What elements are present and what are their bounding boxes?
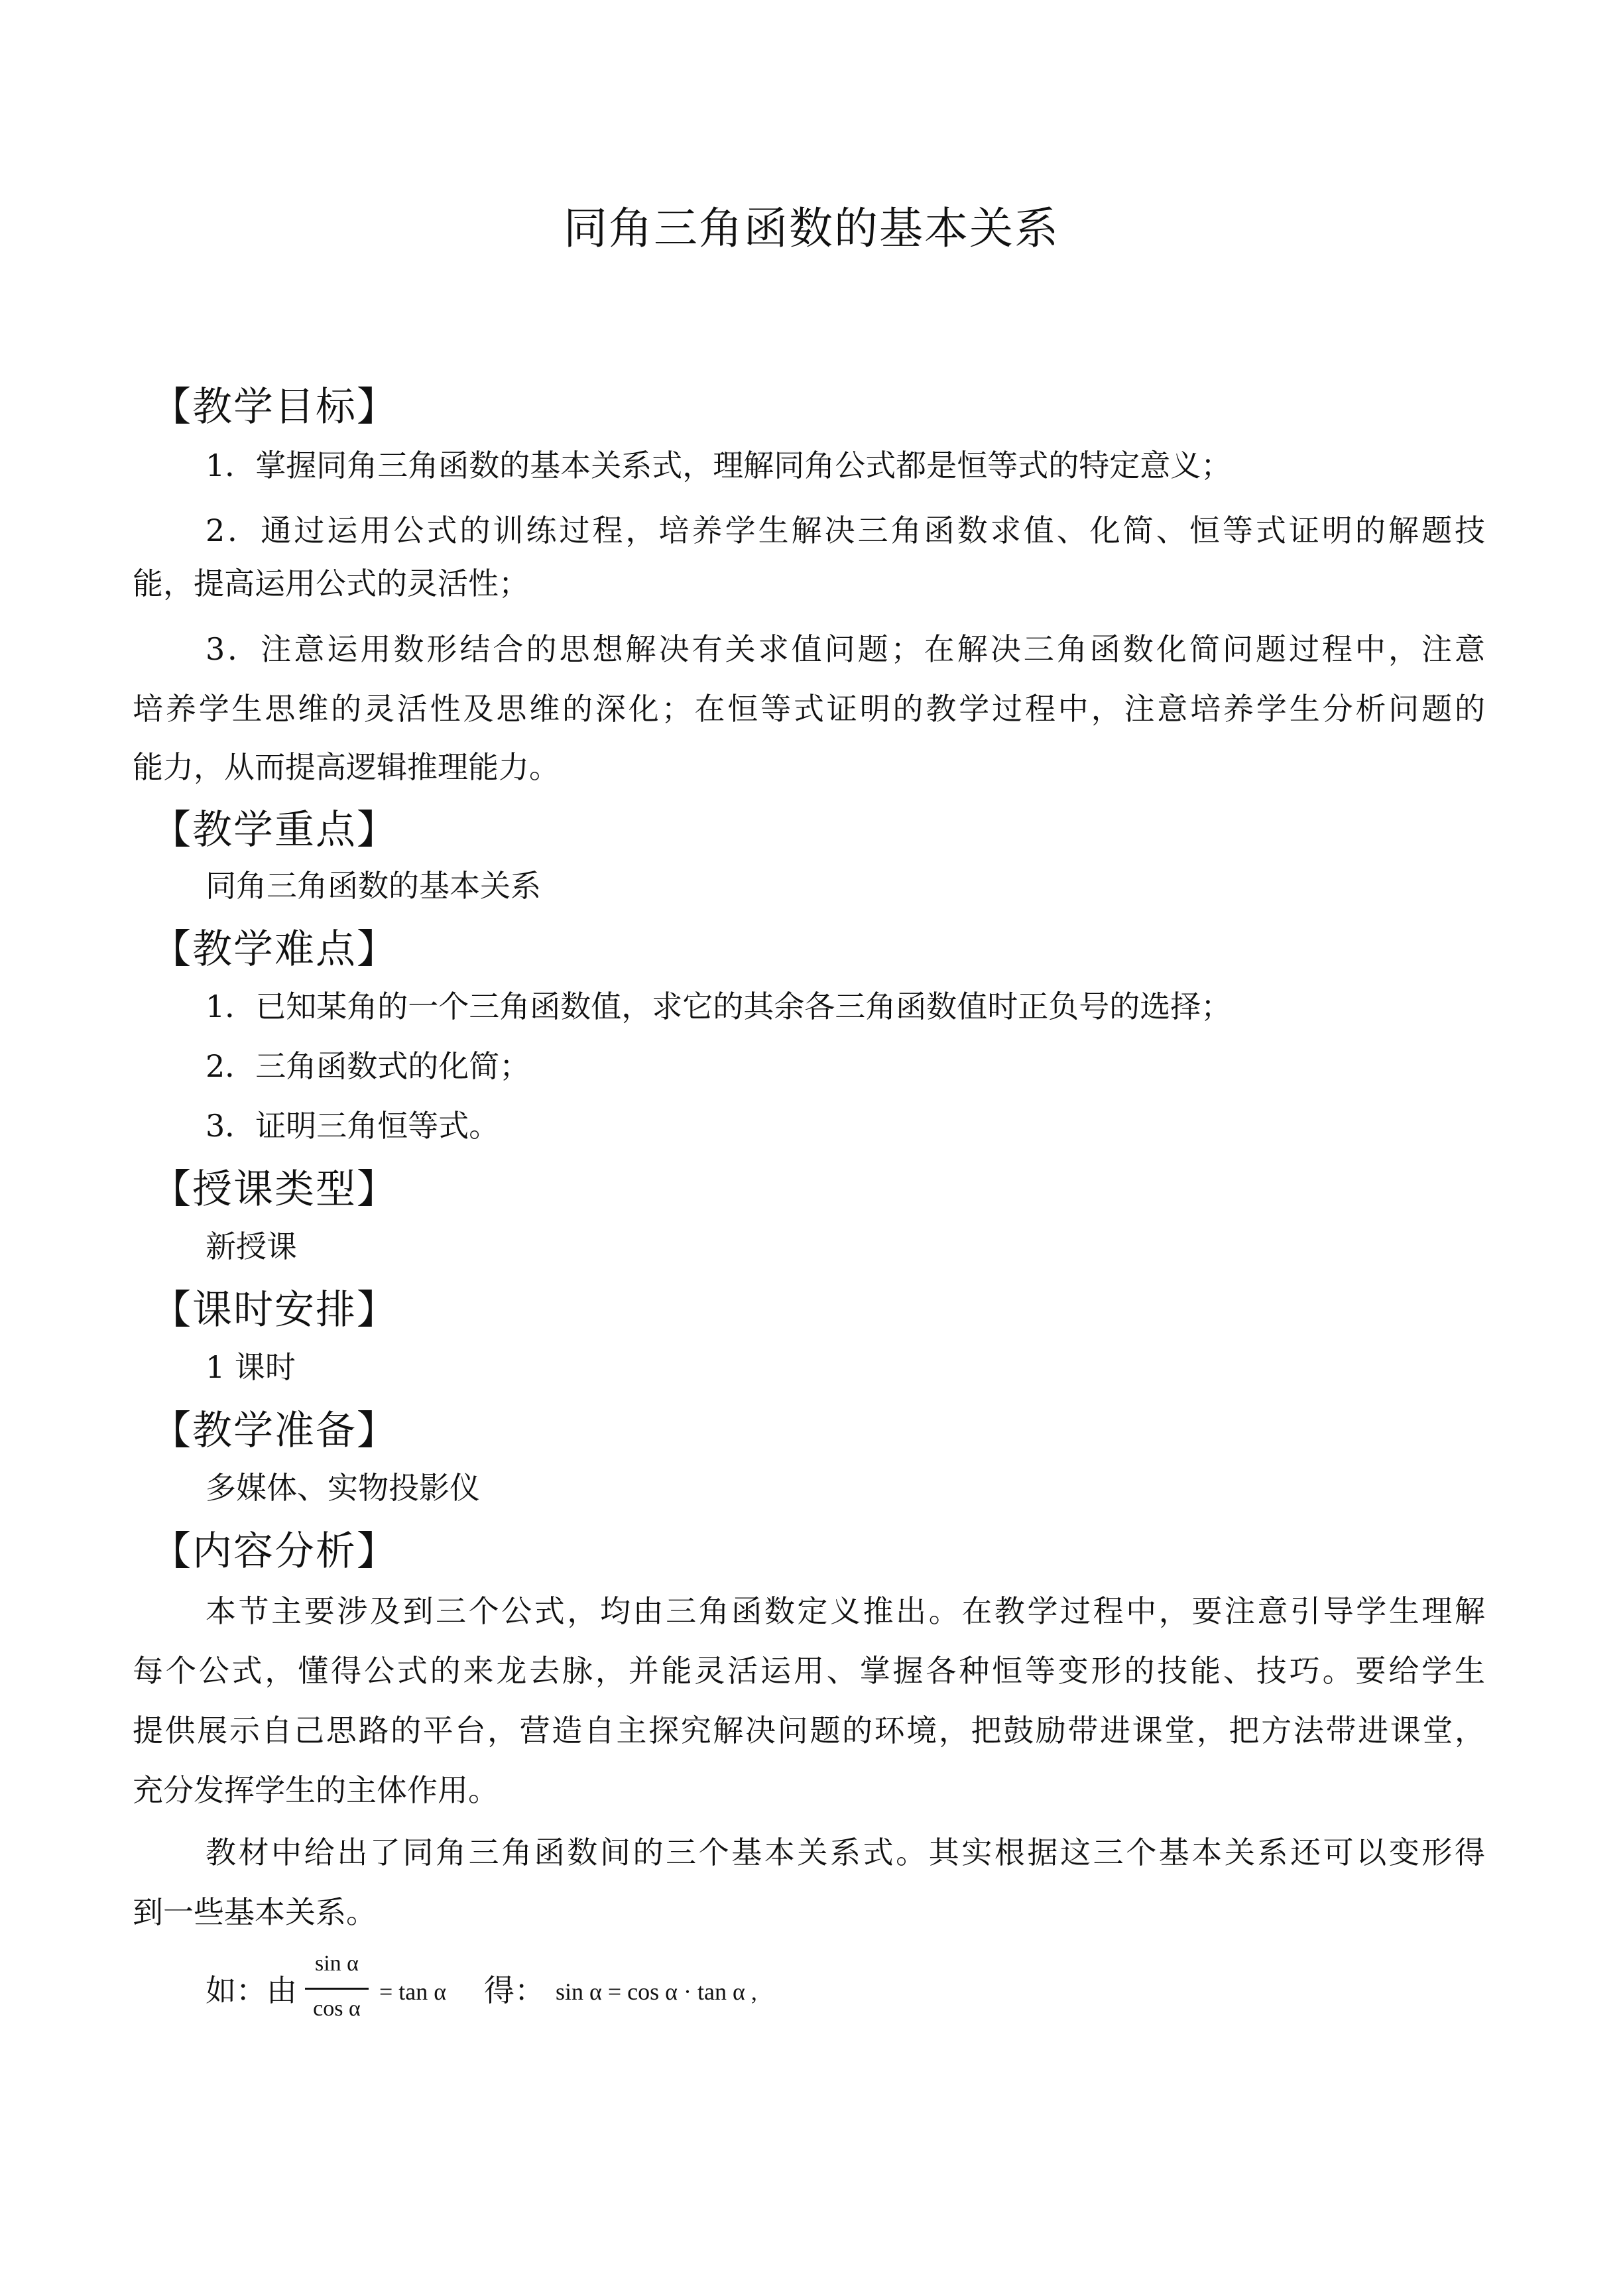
heading-schedule: 【课时安排】	[151, 1287, 398, 1333]
heading-lesson-type: 【授课类型】	[151, 1166, 398, 1213]
formula-prefix: 如：由	[206, 1972, 297, 2008]
formula-result: sin α = cos α · tan α ,	[556, 1978, 757, 2005]
document-title: 同角三角函数的基本关系	[564, 203, 1059, 254]
analysis-p1-line-2: 每个公式，懂得公式的来龙去脉，并能灵活运用、掌握各种恒等变形的技能、技巧。要给学生	[133, 1653, 1485, 1689]
analysis-p2-line-1: 教材中给出了同角三角函数间的三个基本关系式。其实根据这三个基本关系还可以变形得	[206, 1835, 1485, 1870]
analysis-p1-line-3: 提供展示自己思路的平台，营造自主探究解决问题的环境，把鼓励带进课堂，把方法带进课堂，	[133, 1713, 1485, 1748]
analysis-p2-line-2: 到一些基本关系。	[133, 1894, 377, 1930]
objective-item-1: 1．掌握同角三角函数的基本关系式，理解同角公式都是恒等式的特定意义；	[206, 448, 1232, 483]
objective-item-3-line-1: 3．注意运用数形结合的思想解决有关求值问题；在解决三角函数化简问题过程中，注意	[206, 631, 1485, 667]
analysis-p1-line-4: 充分发挥学生的主体作用。	[133, 1772, 499, 1808]
difficulty-item-1: 1．已知某角的一个三角函数值，求它的其余各三角函数值时正负号的选择；	[206, 989, 1232, 1024]
preparation-text: 多媒体、实物投影仪	[206, 1470, 480, 1506]
difficulty-item-2: 2．三角函数式的化简；	[206, 1048, 530, 1084]
objective-item-3-line-2: 培养学生思维的灵活性及思维的深化；在恒等式证明的教学过程中，注意培养学生分析问题的	[133, 691, 1485, 727]
objective-item-2-line-1: 2．通过运用公式的训练过程，培养学生解决三角函数求值、化简、恒等式证明的解题技	[206, 513, 1485, 548]
objective-item-2-line-2: 能，提高运用公式的灵活性；	[133, 566, 529, 601]
heading-preparation: 【教学准备】	[151, 1408, 398, 1454]
schedule-text: 1 课时	[206, 1349, 296, 1385]
fraction-denominator: cos α	[313, 1996, 361, 2021]
fraction-sin-over-cos	[302, 1943, 371, 2035]
lesson-type-text: 新授课	[206, 1229, 297, 1264]
formula-rhs: = tan α	[379, 1978, 447, 2005]
formula-middle-text: 得：	[484, 1972, 545, 2008]
objective-item-3-line-3: 能力，从而提高逻辑推理能力。	[133, 749, 560, 785]
fraction-numerator: sin α	[315, 1951, 359, 1976]
analysis-p1-line-1: 本节主要涉及到三个公式，均由三角函数定义推出。在教学过程中，要注意引导学生理解	[206, 1593, 1485, 1629]
key-points-text: 同角三角函数的基本关系	[206, 868, 541, 904]
difficulty-item-3: 3．证明三角恒等式。	[206, 1108, 500, 1144]
heading-analysis: 【内容分析】	[151, 1528, 398, 1575]
heading-difficulties: 【教学难点】	[151, 926, 398, 973]
fraction-bar	[305, 1988, 369, 1990]
heading-key-points: 【教学重点】	[151, 807, 398, 853]
heading-objectives: 【教学目标】	[151, 384, 398, 430]
